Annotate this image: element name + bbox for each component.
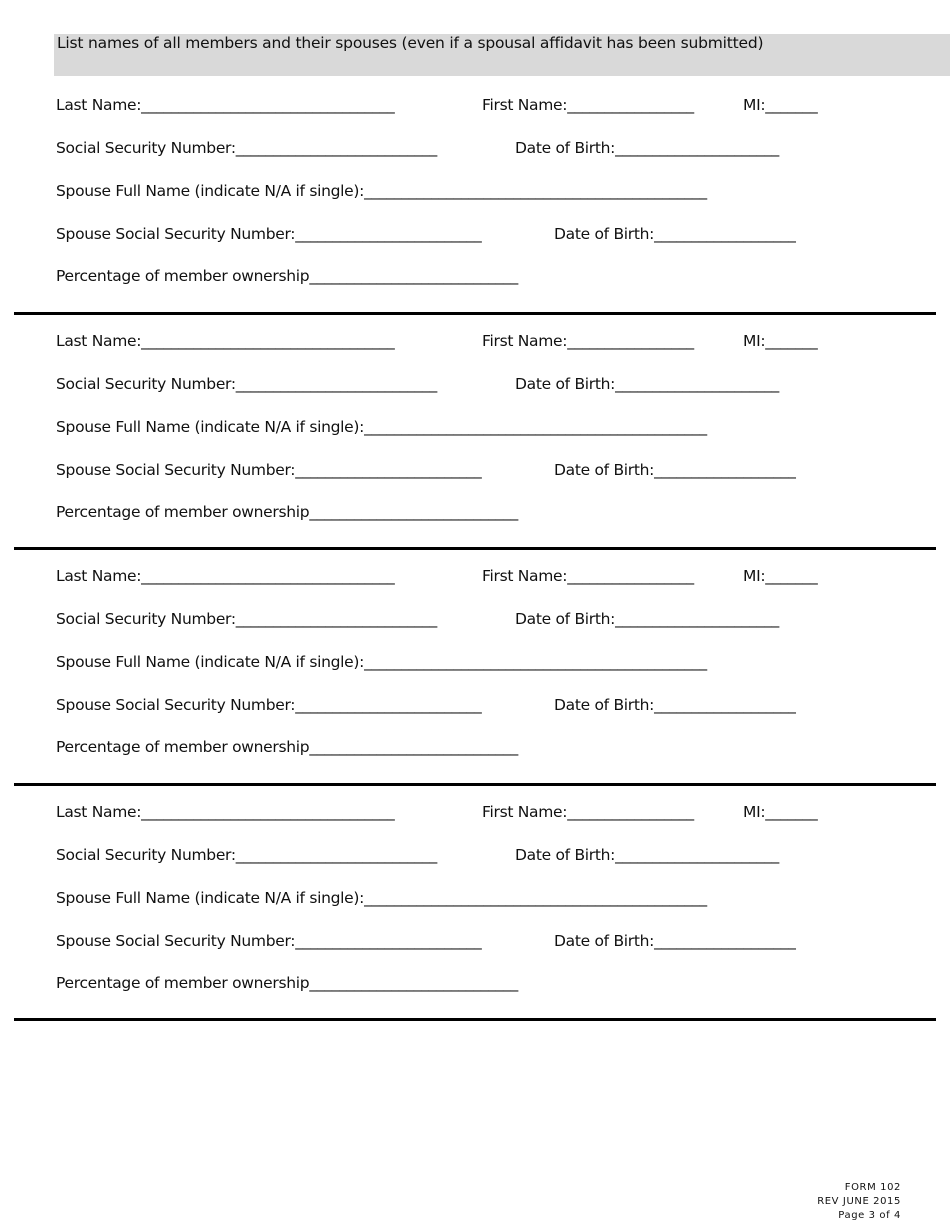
ssn-field[interactable]: [56, 375, 437, 397]
dob-label: Date of Birth:: [515, 610, 616, 628]
ownership-field[interactable]: [56, 503, 518, 525]
ssn-blank[interactable]: ___________________________: [235, 375, 437, 393]
dob-label: Date of Birth:: [515, 139, 616, 157]
spouse-ssn-label: Spouse Social Security Number:: [56, 225, 296, 243]
mi-blank[interactable]: _______: [765, 332, 818, 350]
dob-short-label: Date of Birth:: [554, 696, 655, 714]
spouse-ssn-field[interactable]: [56, 932, 481, 954]
first-name-field[interactable]: [482, 567, 694, 589]
dob-blank[interactable]: ______________________: [615, 139, 779, 157]
spouse-name-field[interactable]: [56, 653, 707, 675]
dob-field[interactable]: [515, 610, 779, 632]
ssn-label: Social Security Number:: [56, 375, 236, 393]
last-name-field[interactable]: [56, 803, 394, 825]
dob-short-blank[interactable]: ___________________: [654, 696, 796, 714]
instruction-text: List names of all members and their spouses (even if a spousal affidavit has been submitted): [57, 34, 764, 52]
first-name-label: First Name:: [482, 803, 568, 821]
ownership-field[interactable]: [56, 738, 518, 760]
ssn-field[interactable]: [56, 139, 437, 161]
spouse-ssn-label: Spouse Social Security Number:: [56, 461, 296, 479]
first-name-label: First Name:: [482, 567, 568, 585]
instruction-banner: [54, 34, 950, 76]
mi-label: MI:: [743, 803, 766, 821]
first-name-label: First Name:: [482, 96, 568, 114]
ssn-blank[interactable]: ___________________________: [235, 610, 437, 628]
ownership-blank[interactable]: ____________________________: [309, 267, 518, 285]
dob-short-field[interactable]: [554, 696, 796, 718]
last-name-field[interactable]: [56, 332, 394, 354]
last-name-label: Last Name:: [56, 332, 142, 350]
first-name-field[interactable]: [482, 332, 694, 354]
ownership-field[interactable]: [56, 267, 518, 289]
dob-field[interactable]: [515, 139, 779, 161]
dob-short-blank[interactable]: ___________________: [654, 932, 796, 950]
dob-short-label: Date of Birth:: [554, 225, 655, 243]
mi-label: MI:: [743, 567, 766, 585]
form-number: FORM 102: [844, 1182, 901, 1193]
spouse-ssn-blank[interactable]: _________________________: [295, 461, 482, 479]
spouse-name-field[interactable]: [56, 889, 707, 911]
dob-blank[interactable]: ______________________: [615, 375, 779, 393]
page-number: Page 3 of 4: [838, 1210, 901, 1221]
first-name-label: First Name:: [482, 332, 568, 350]
mi-field[interactable]: [743, 567, 817, 589]
spouse-name-label: Spouse Full Name (indicate N/A if single):: [56, 653, 365, 671]
spouse-ssn-field[interactable]: [56, 225, 481, 247]
first-name-blank[interactable]: _________________: [567, 567, 694, 585]
spouse-ssn-blank[interactable]: _________________________: [295, 225, 482, 243]
first-name-field[interactable]: [482, 96, 694, 118]
ssn-blank[interactable]: ___________________________: [235, 139, 437, 157]
spouse-name-blank[interactable]: ______________________________________________: [364, 653, 707, 671]
ssn-label: Social Security Number:: [56, 139, 236, 157]
spouse-name-label: Spouse Full Name (indicate N/A if single):: [56, 889, 365, 907]
spouse-ssn-label: Spouse Social Security Number:: [56, 932, 296, 950]
mi-blank[interactable]: _______: [765, 803, 818, 821]
dob-label: Date of Birth:: [515, 846, 616, 864]
ownership-label: Percentage of member ownership: [56, 738, 310, 756]
section-divider: [14, 1018, 936, 1021]
spouse-name-blank[interactable]: ______________________________________________: [364, 889, 707, 907]
ownership-blank[interactable]: ____________________________: [309, 974, 518, 992]
ownership-blank[interactable]: ____________________________: [309, 503, 518, 521]
spouse-name-field[interactable]: [56, 418, 707, 440]
last-name-label: Last Name:: [56, 567, 142, 585]
last-name-field[interactable]: [56, 96, 394, 118]
dob-short-field[interactable]: [554, 461, 796, 483]
dob-short-label: Date of Birth:: [554, 932, 655, 950]
spouse-name-label: Spouse Full Name (indicate N/A if single):: [56, 418, 365, 436]
section-divider: [14, 783, 936, 786]
mi-blank[interactable]: _______: [765, 96, 818, 114]
ownership-label: Percentage of member ownership: [56, 974, 310, 992]
spouse-ssn-field[interactable]: [56, 461, 481, 483]
dob-label: Date of Birth:: [515, 375, 616, 393]
dob-field[interactable]: [515, 846, 779, 868]
dob-short-blank[interactable]: ___________________: [654, 461, 796, 479]
ssn-field[interactable]: [56, 610, 437, 632]
dob-short-label: Date of Birth:: [554, 461, 655, 479]
mi-label: MI:: [743, 332, 766, 350]
first-name-blank[interactable]: _________________: [567, 96, 694, 114]
dob-field[interactable]: [515, 375, 779, 397]
last-name-blank[interactable]: __________________________________: [141, 332, 395, 350]
spouse-name-field[interactable]: [56, 182, 707, 204]
spouse-name-blank[interactable]: ______________________________________________: [364, 182, 707, 200]
section-divider: [14, 312, 936, 315]
last-name-label: Last Name:: [56, 96, 142, 114]
form-revision: REV JUNE 2015: [817, 1196, 901, 1207]
ownership-label: Percentage of member ownership: [56, 503, 310, 521]
spouse-name-label: Spouse Full Name (indicate N/A if single):: [56, 182, 365, 200]
last-name-blank[interactable]: __________________________________: [141, 96, 395, 114]
form-footer: [817, 1181, 901, 1223]
dob-blank[interactable]: ______________________: [615, 846, 779, 864]
spouse-name-blank[interactable]: ______________________________________________: [364, 418, 707, 436]
last-name-blank[interactable]: __________________________________: [141, 567, 395, 585]
mi-field[interactable]: [743, 96, 817, 118]
ownership-field[interactable]: [56, 974, 518, 996]
spouse-ssn-blank[interactable]: _________________________: [295, 696, 482, 714]
first-name-blank[interactable]: _________________: [567, 332, 694, 350]
dob-short-blank[interactable]: ___________________: [654, 225, 796, 243]
section-divider: [14, 547, 936, 550]
ssn-label: Social Security Number:: [56, 610, 236, 628]
ssn-blank[interactable]: ___________________________: [235, 846, 437, 864]
spouse-ssn-label: Spouse Social Security Number:: [56, 696, 296, 714]
dob-short-field[interactable]: [554, 932, 796, 954]
ownership-blank[interactable]: ____________________________: [309, 738, 518, 756]
ssn-label: Social Security Number:: [56, 846, 236, 864]
spouse-ssn-field[interactable]: [56, 696, 481, 718]
mi-field[interactable]: [743, 803, 817, 825]
ownership-label: Percentage of member ownership: [56, 267, 310, 285]
first-name-blank[interactable]: _________________: [567, 803, 694, 821]
mi-label: MI:: [743, 96, 766, 114]
last-name-blank[interactable]: __________________________________: [141, 803, 395, 821]
mi-blank[interactable]: _______: [765, 567, 818, 585]
ssn-field[interactable]: [56, 846, 437, 868]
first-name-field[interactable]: [482, 803, 694, 825]
spouse-ssn-blank[interactable]: _________________________: [295, 932, 482, 950]
last-name-field[interactable]: [56, 567, 394, 589]
dob-blank[interactable]: ______________________: [615, 610, 779, 628]
last-name-label: Last Name:: [56, 803, 142, 821]
dob-short-field[interactable]: [554, 225, 796, 247]
mi-field[interactable]: [743, 332, 817, 354]
